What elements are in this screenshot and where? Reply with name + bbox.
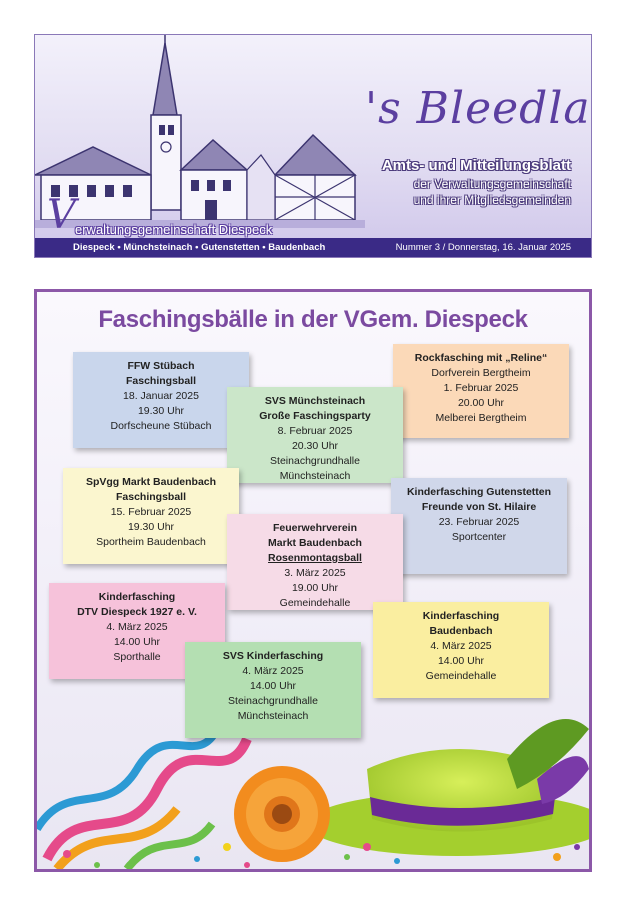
event-date: 4. März 2025	[242, 665, 304, 677]
event-date: 4. März 2025	[430, 640, 492, 652]
brand-title: 's Bleedla	[365, 83, 591, 134]
event-subtitle: Faschingsball	[125, 375, 197, 387]
event-date: 18. Januar 2025	[123, 390, 199, 402]
event-title: SVS Münchsteinach	[264, 395, 366, 407]
event-title: FFW Stübach	[127, 360, 195, 372]
event-venue: Gemeindehalle	[279, 597, 351, 609]
event-venue: Gemeindehalle	[425, 670, 497, 682]
event-card-rosenmontagsball	[227, 514, 403, 610]
event-subtitle: Freunde von St. Hilaire	[421, 501, 537, 513]
event-time: 19.00 Uhr	[291, 582, 339, 594]
publication-subtitle: Amts- und Mitteilungsblatt	[381, 157, 571, 174]
event-date: 23. Februar 2025	[438, 516, 520, 528]
event-card-rockfasching	[393, 344, 569, 438]
event-poster	[34, 289, 592, 872]
event-venue-town: Münchsteinach	[237, 710, 309, 722]
event-time: 19.30 Uhr	[137, 405, 185, 417]
event-subtitle: Markt Baudenbach	[268, 537, 362, 549]
event-date: 3. März 2025	[284, 567, 346, 579]
event-card-svs-kinderfasching	[185, 642, 361, 738]
event-title: Rockfasching mit „Reline“	[414, 352, 548, 364]
event-time: 14.00 Uhr	[113, 636, 161, 648]
subtitle-line-2: und ihrer Mitgliedsgemeinden	[413, 193, 571, 207]
event-title: SVS Kinderfasching	[222, 650, 324, 662]
event-name: Rosenmontagsball	[268, 552, 362, 564]
event-card-ffw-stuebach	[73, 352, 249, 448]
event-venue: Steinachgrundhalle	[270, 455, 360, 467]
event-subtitle: Große Faschingsparty	[259, 410, 371, 422]
event-date: 15. Februar 2025	[110, 506, 192, 518]
event-time: 19.30 Uhr	[127, 521, 175, 533]
event-subtitle: Baudenbach	[429, 625, 493, 637]
event-date: 4. März 2025	[106, 621, 168, 633]
event-time: 14.00 Uhr	[249, 680, 297, 692]
masthead	[34, 34, 592, 258]
village-illustration	[35, 35, 365, 238]
event-card-spvgg-baudenbach	[63, 468, 239, 564]
event-subtitle: Faschingsball	[115, 491, 187, 503]
event-organizer: Dorfverein Bergtheim	[431, 367, 531, 379]
subtitle-line-1: der Verwaltungsgemeinschaft	[413, 177, 571, 191]
org-initial: V	[47, 192, 76, 238]
masthead-footer-bar	[35, 238, 591, 257]
event-venue: Sporthalle	[113, 651, 161, 663]
event-venue: Melberei Bergtheim	[435, 412, 527, 424]
event-time: 20.00 Uhr	[457, 397, 505, 409]
event-date: 1. Februar 2025	[443, 382, 519, 394]
event-title: Kinderfasching	[98, 591, 176, 603]
poster-title: Faschingsbälle in der VGem. Diespeck	[98, 306, 528, 333]
event-title: Feuerwehrverein	[272, 522, 358, 534]
issue-info: Nummer 3 / Donnerstag, 16. Januar 2025	[395, 242, 571, 253]
event-card-svs-faschingsparty	[227, 387, 403, 483]
event-date: 8. Februar 2025	[277, 425, 353, 437]
event-title: Kinderfasching	[422, 610, 500, 622]
org-name: erwaltungsgemeinschaft Diespeck	[75, 222, 273, 237]
event-time: 14.00 Uhr	[437, 655, 485, 667]
event-venue: Sportcenter	[451, 531, 507, 543]
event-title: SpVgg Markt Baudenbach	[85, 476, 217, 488]
event-subtitle: DTV Diespeck 1927 e. V.	[77, 606, 197, 618]
event-title: Kinderfasching Gutenstetten	[406, 486, 552, 498]
member-towns: Diespeck • Münchsteinach • Gutenstetten • Baudenbach	[73, 242, 326, 253]
event-venue: Sportheim Baudenbach	[96, 536, 206, 548]
event-time: 20.30 Uhr	[291, 440, 339, 452]
event-card-kinderfasching-baudenbach	[373, 602, 549, 698]
event-venue: Dorfscheune Stübach	[110, 420, 212, 432]
event-venue: Steinachgrundhalle	[228, 695, 318, 707]
event-venue-town: Münchsteinach	[279, 470, 351, 482]
event-card-kinderfasching-gutenstetten	[391, 478, 567, 574]
